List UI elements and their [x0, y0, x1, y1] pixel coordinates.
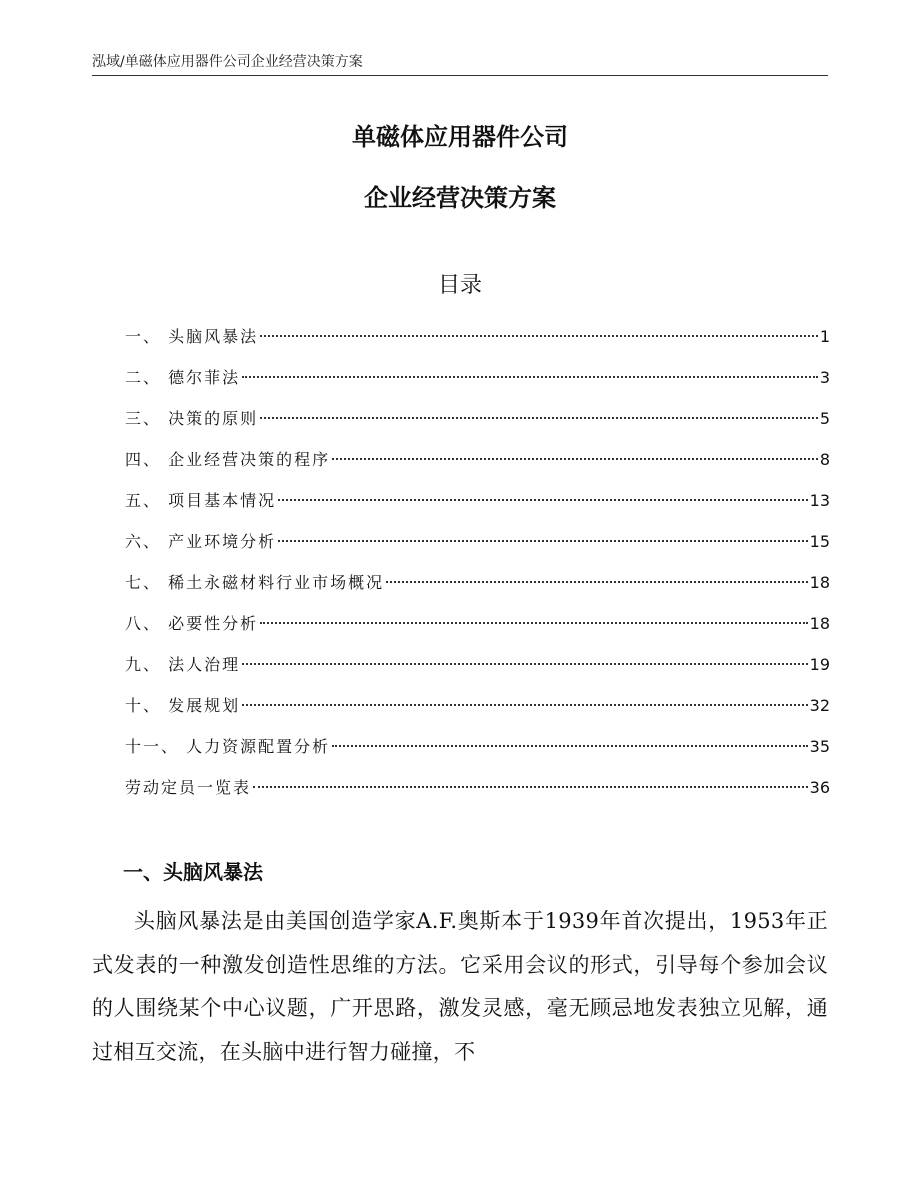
toc-entry[interactable] — [125, 322, 830, 363]
toc-dot-leader — [260, 622, 808, 624]
toc-entry-label: 四、 企业经营决策的程序 — [125, 450, 331, 469]
toc-entry-page: 18 — [809, 614, 830, 633]
toc-entry-label: 九、 法人治理 — [125, 655, 241, 674]
toc-entry-label: 七、 稀土永磁材料行业市场概况 — [125, 573, 385, 592]
toc-entry[interactable] — [125, 527, 830, 568]
toc-entry-label: 五、 项目基本情况 — [125, 491, 277, 510]
toc-entry[interactable] — [125, 691, 830, 732]
toc-dot-leader — [278, 540, 808, 542]
toc-entry[interactable] — [125, 445, 830, 486]
toc-dot-leader — [278, 499, 808, 501]
toc-entry-page: 18 — [809, 573, 830, 592]
toc-entry-page: 13 — [809, 491, 830, 510]
toc-entry-label: 十一、 人力资源配置分析 — [125, 737, 331, 756]
toc-entry-page: 19 — [809, 655, 830, 674]
toc-entry[interactable] — [125, 650, 830, 691]
toc-dot-leader — [332, 458, 818, 460]
toc-dot-leader — [386, 581, 808, 583]
toc-entry-page: 36 — [809, 778, 830, 797]
toc-entry[interactable] — [125, 486, 830, 527]
toc-dot-leader — [242, 376, 818, 378]
toc-heading: 目录 — [437, 273, 482, 298]
toc-dot-leader — [260, 335, 818, 337]
body-paragraph: 头脑风暴法是由美国创造学家A.F.奥斯本于1939年首次提出，1953年正式发表的一种激发创造性思维的方法。它采用会议的形式，引导每个参加会议的人围绕某个中心议题，广开思路，激发灵感，毫无顾忌地发表独立见解，通过相互交流，在头脑中进行智力碰撞，不 — [92, 909, 828, 1064]
toc-entry-label: 劳动定员一览表 — [125, 778, 252, 797]
toc-entry[interactable] — [125, 732, 830, 773]
toc-entry[interactable] — [125, 404, 830, 445]
toc-dot-leader — [260, 417, 818, 419]
toc-entry-page: 5 — [819, 409, 830, 428]
toc-entry-page: 1 — [819, 327, 830, 346]
section-heading: 一、头脑风暴法 — [123, 860, 263, 884]
toc-entry-page: 32 — [809, 696, 830, 715]
toc-entry-label: 三、 决策的原则 — [125, 409, 259, 428]
toc-entry-page: 8 — [819, 450, 830, 469]
document-title-line-1: 单磁体应用器件公司 — [352, 123, 568, 151]
document-title-line-2: 企业经营决策方案 — [364, 184, 556, 212]
toc-entry-label: 二、 德尔菲法 — [125, 368, 241, 387]
toc-dot-leader — [242, 704, 808, 706]
toc-entry-label: 六、 产业环境分析 — [125, 532, 277, 551]
toc-entry[interactable] — [125, 363, 830, 404]
header-divider — [92, 75, 828, 76]
running-header: 泓域/单磁体应用器件公司企业经营决策方案 — [92, 54, 363, 70]
toc-entry-page: 35 — [809, 737, 830, 756]
toc-entry-label: 十、 发展规划 — [125, 696, 241, 715]
toc-entry[interactable] — [125, 773, 830, 814]
toc-entry-label: 一、 头脑风暴法 — [125, 327, 259, 346]
toc-dot-leader — [332, 745, 808, 747]
toc-entry-label: 八、 必要性分析 — [125, 614, 259, 633]
toc-entry[interactable] — [125, 568, 830, 609]
table-of-contents — [125, 322, 830, 814]
toc-dot-leader — [242, 663, 808, 665]
toc-entry-page: 15 — [809, 532, 830, 551]
toc-dot-leader — [253, 786, 808, 788]
toc-entry[interactable] — [125, 609, 830, 650]
toc-entry-page: 3 — [819, 368, 830, 387]
